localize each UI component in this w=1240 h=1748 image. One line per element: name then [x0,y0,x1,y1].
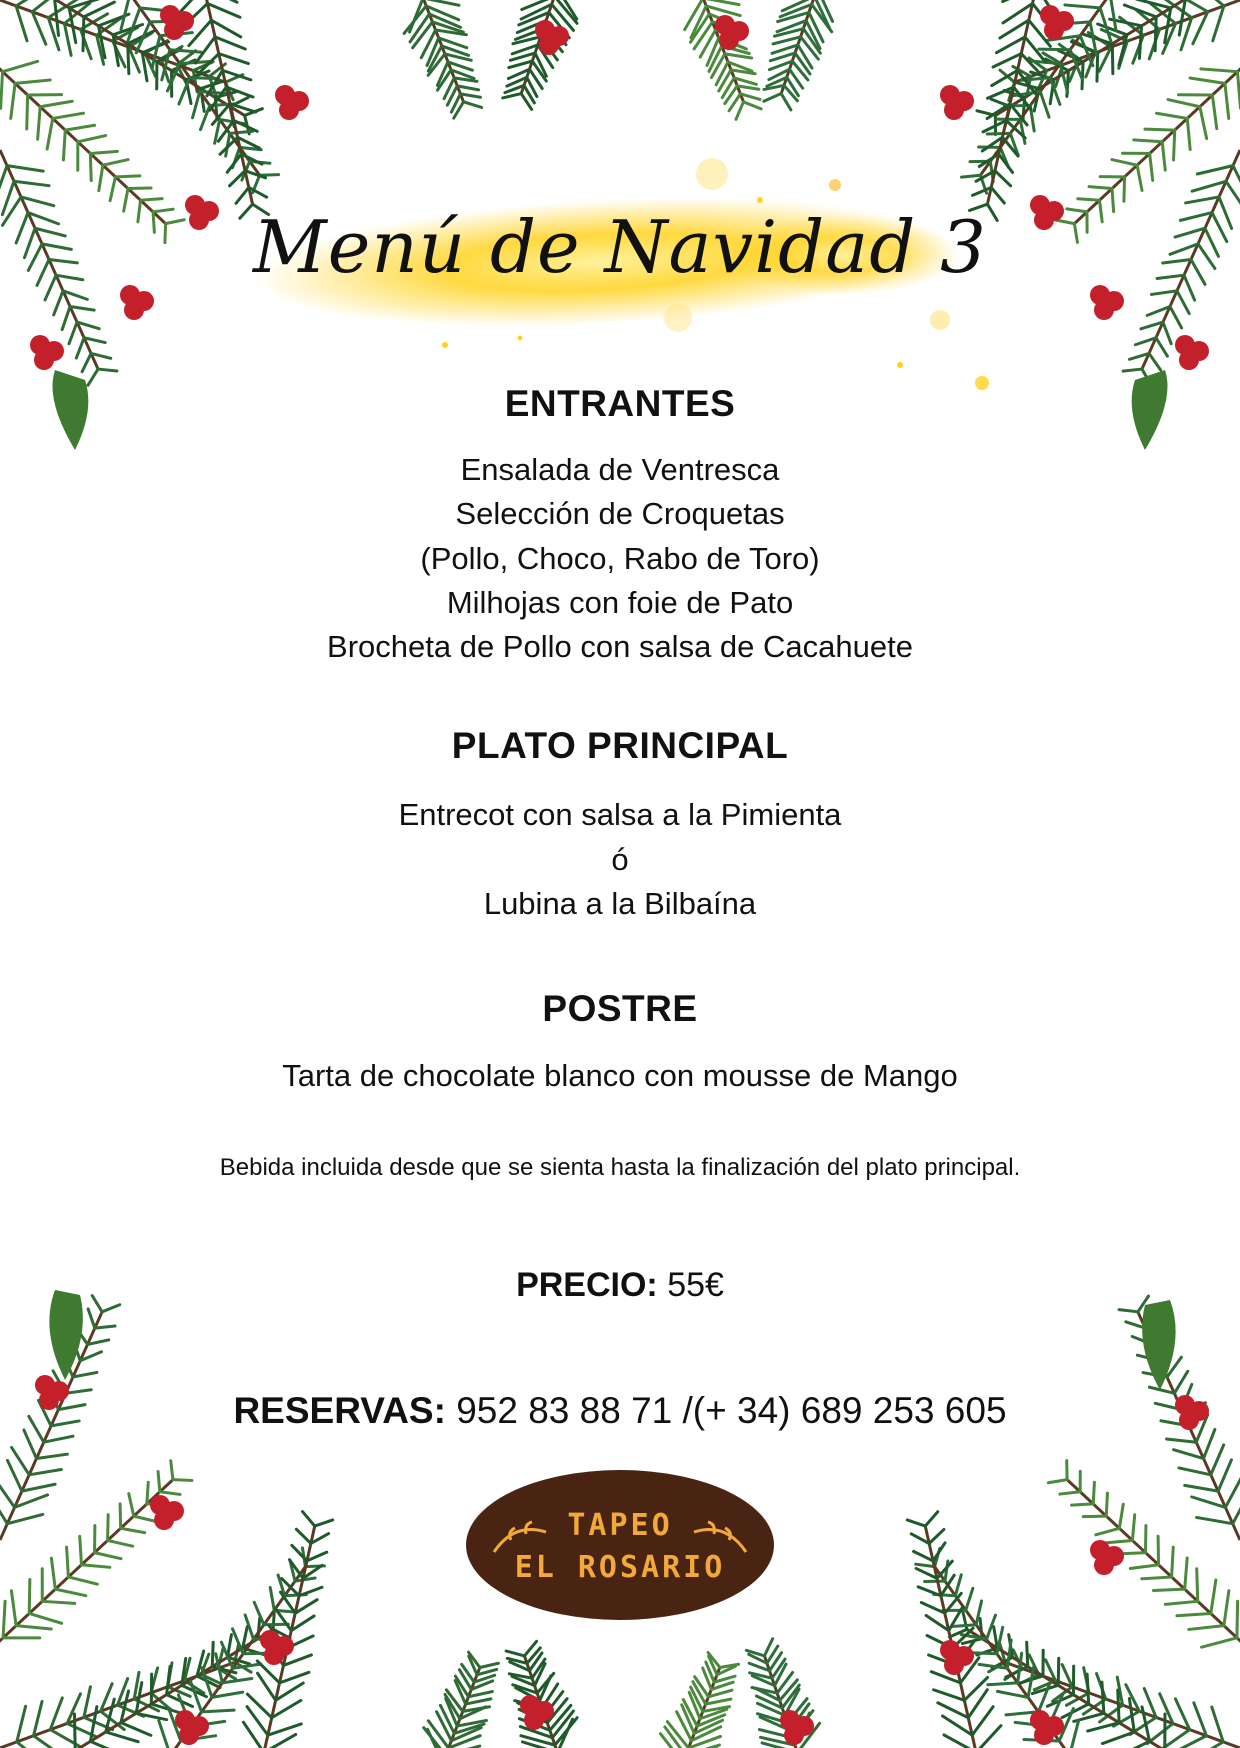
price-label: PRECIO: [516,1266,658,1304]
page-title: Menú de Navidad 3 [253,205,987,289]
dish-item: (Pollo, Choco, Rabo de Toro) [420,541,820,576]
drink-note: Bebida incluida desde que se sienta hasta la finalización del plato principal. [219,1154,1021,1181]
reservations-phones: 952 83 88 71 /(+ 34) 689 253 605 [456,1390,1007,1431]
price-value: 55€ [667,1266,724,1304]
dish-item: Brocheta de Pollo con salsa de Cacahuete [327,629,913,664]
section-heading-plato-principal: PLATO PRINCIPAL [451,725,789,766]
logo-text-line-2: EL ROSARIO [514,1550,726,1585]
dish-item: Entrecot con salsa a la Pimienta [398,797,842,832]
reservations-line [0,1390,1240,1432]
section-heading-postre: POSTRE [542,988,698,1029]
logo-text-line-1: TAPEO [567,1508,673,1543]
reservations-label: RESERVAS: [233,1390,446,1431]
dish-item: Milhojas con foie de Pato [446,585,794,620]
section-heading-entrantes: ENTRANTES [504,383,736,424]
dish-item: Selección de Croquetas [455,496,785,531]
dish-separator: ó [611,842,629,877]
dish-item: Tarta de chocolate blanco con mousse de Mango [282,1058,958,1093]
dish-item: Ensalada de Ventresca [460,452,780,487]
dish-item: Lubina a la Bilbaína [483,886,757,921]
restaurant-logo [466,1470,774,1620]
logo-oval-icon [466,1470,774,1620]
price-line [0,1266,1240,1305]
